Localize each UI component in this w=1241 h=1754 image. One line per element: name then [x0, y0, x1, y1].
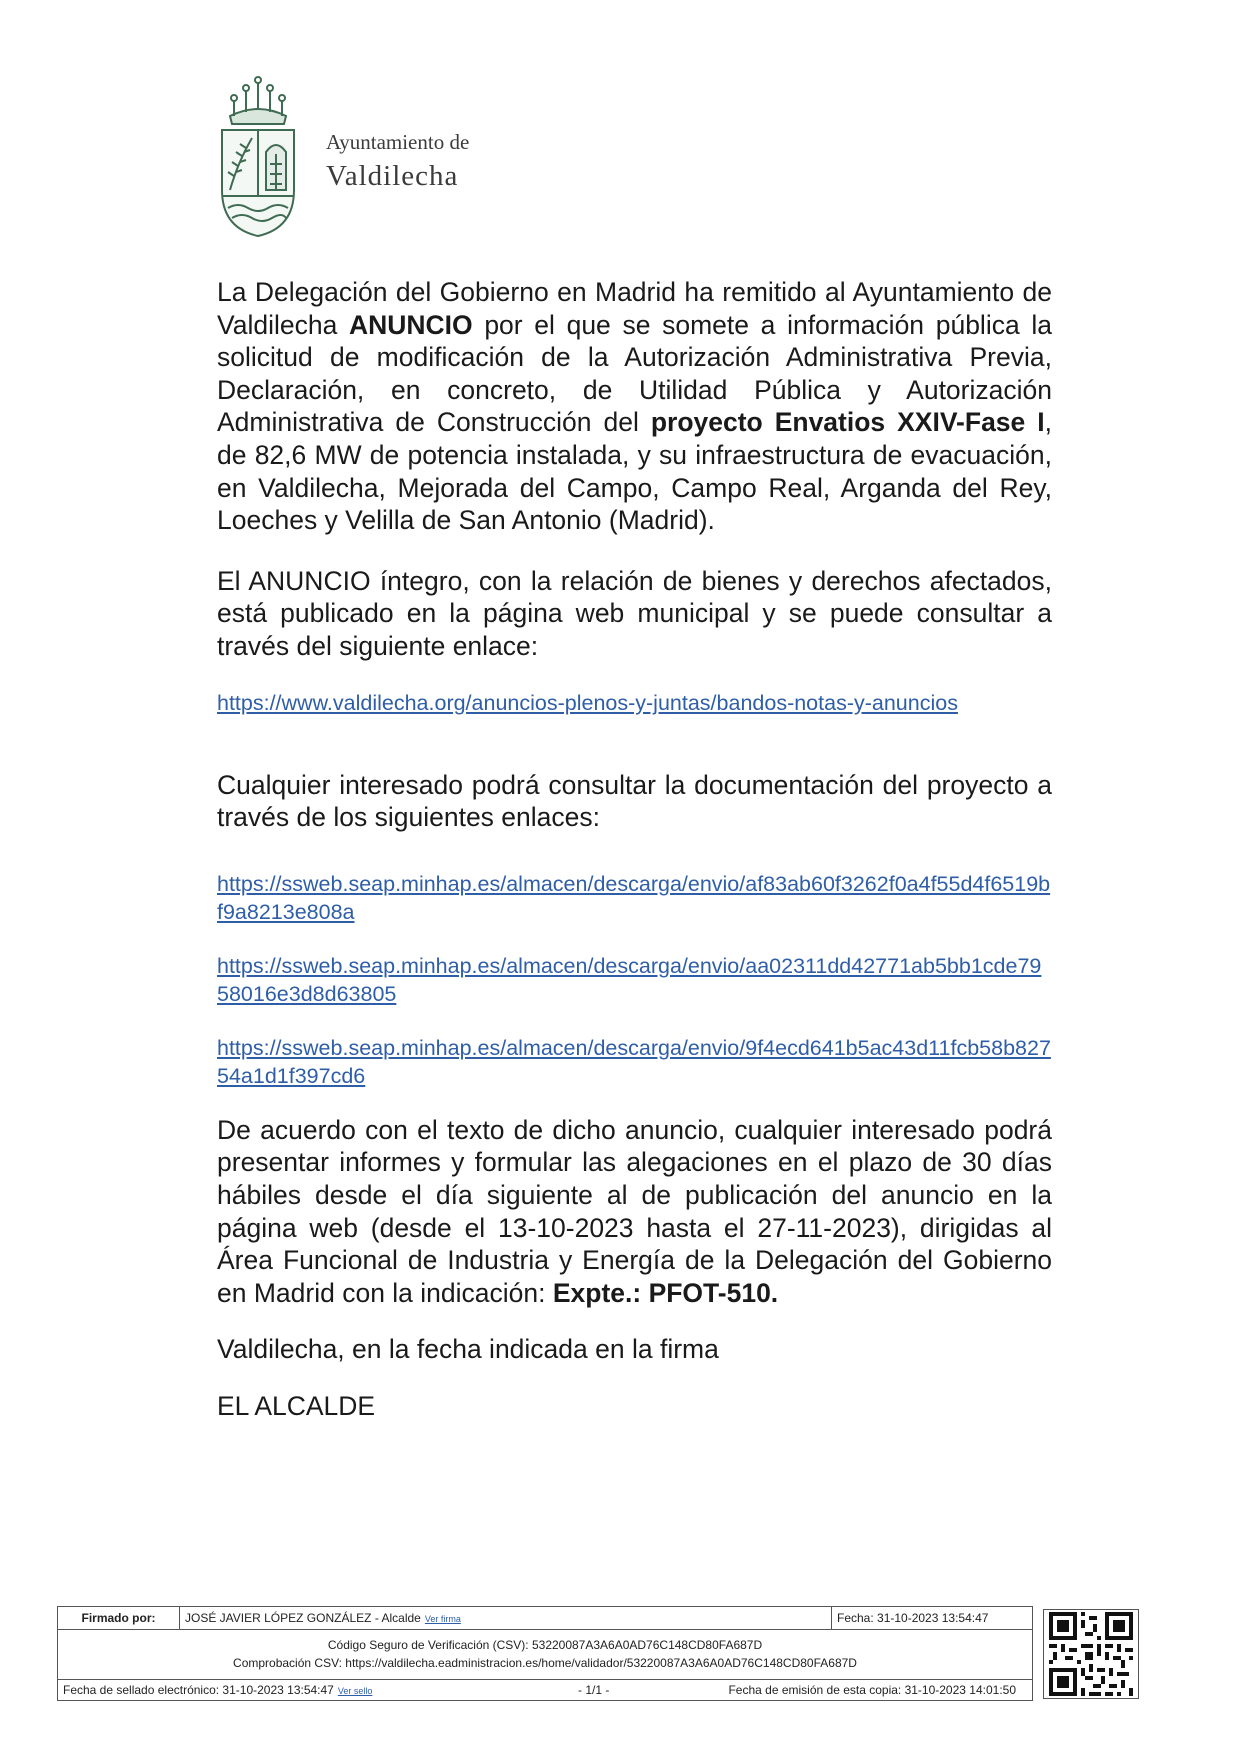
copy-issue-date: Fecha de emisión de esta copia: 31-10-2023 14:01:50: [728, 1683, 1016, 1697]
paragraph-documentation: Cualquier interesado podrá consultar la documentación del proyecto a través de los siguientes enlaces:: [217, 769, 1052, 833]
signed-by-label: Firmado por:: [58, 1607, 180, 1629]
signature-row: [58, 1607, 1032, 1630]
paragraph-place-date: Valdilecha, en la fecha indicada en la firma: [217, 1334, 719, 1365]
signature-title: EL ALCALDE: [217, 1390, 376, 1421]
org-name-line1: Ayuntamiento de: [326, 130, 470, 154]
signature-table: [57, 1606, 1033, 1701]
csv-check-url: Comprobación CSV: https://valdilecha.eadministracion.es/home/validador/53220087A3A6A0AD76C148CD80FA687D: [233, 1656, 857, 1670]
link-municipal-web[interactable]: https://www.valdilecha.org/anuncios-plenos-y-juntas/bandos-notas-y-anuncios: [217, 690, 958, 715]
document-body: [217, 276, 1052, 1422]
paragraph-published: El ANUNCIO íntegro, con la relación de bienes y derechos afectados, está publicado en la página web municipal y se puede consultar a través del siguiente enlace:: [217, 565, 1052, 661]
csv-code: Código Seguro de Verificación (CSV): 53220087A3A6A0AD76C148CD80FA687D: [327, 1638, 763, 1652]
signer-name: JOSÉ JAVIER LÓPEZ GONZÁLEZ - Alcalde: [185, 1611, 421, 1625]
qr-code-icon: [1049, 1612, 1133, 1696]
stamp-row: [58, 1679, 1032, 1701]
stamp-date: Fecha de sellado electrónico: 31-10-2023 13:54:47: [63, 1683, 334, 1697]
ver-firma-link[interactable]: Ver firma: [424, 1614, 461, 1624]
text-span: La Delegación del Gobierno en Madrid ha remitido al Ayuntamiento de Valdilecha: [217, 277, 1052, 340]
qr-code-box: [1043, 1609, 1139, 1699]
link-documentation-3[interactable]: https://ssweb.seap.minhap.es/almacen/descarga/envio/9f4ecd641b5ac43d11fcb58b82754a1d1f397cd6: [217, 1035, 1051, 1088]
text-span: De acuerdo con el texto de dicho anuncio, cualquier interesado podrá presentar informes y formular las alegaciones en el plazo de 30 días hábiles desde el día siguiente al de publicación del anuncio en la página web (desde el 13-10-2023 hasta el 27-11-2023), dirigidas al Área Funcional de Industria y Energía de la Delegación del Gobierno en Madrid con la indicación:: [217, 1114, 1052, 1308]
text-span: , de 82,6 MW de potencia instalada, y su infraestructura de evacuación, en Valdilecha, Mejorada del Campo, Campo Real, Arganda del Rey, Loeches y Velilla de San Antonio (Madrid).: [217, 407, 1052, 536]
municipal-logo: [216, 72, 516, 244]
bold-file-number: Expte.: PFOT-510.: [552, 1277, 779, 1308]
csv-row: [58, 1629, 1032, 1680]
bold-project-name: proyecto Envatios XXIV-Fase I: [650, 407, 1045, 438]
coat-of-arms-icon: [216, 72, 300, 240]
signer-cell: [180, 1607, 832, 1629]
bold-anuncio: ANUNCIO: [348, 309, 473, 340]
signature-date: Fecha: 31-10-2023 13:54:47: [837, 1611, 989, 1625]
paragraph-allegations: [217, 1114, 1052, 1310]
paragraph-announcement: [217, 276, 1052, 537]
link-documentation-2[interactable]: https://ssweb.seap.minhap.es/almacen/descarga/envio/aa02311dd42771ab5bb1cde7958016e3d8d63805: [217, 953, 1042, 1006]
link-documentation-1[interactable]: https://ssweb.seap.minhap.es/almacen/descarga/envio/af83ab60f3262f0a4f55d4f6519bf9a8213e808a: [217, 871, 1051, 924]
ver-sello-link[interactable]: Ver sello: [337, 1686, 373, 1696]
stamp-date-cell: [63, 1679, 372, 1702]
org-name-line2: Valdilecha: [326, 160, 459, 192]
page-number: - 1/1 -: [578, 1683, 610, 1697]
signature-footer: [57, 1606, 1185, 1701]
text-span: por el que se somete a información pública la solicitud de modificación de la Autorización Administrativa Previa, Declaración, en concreto, de Utilidad Pública y Autorización Administrativa de Construcción del: [217, 309, 1052, 438]
